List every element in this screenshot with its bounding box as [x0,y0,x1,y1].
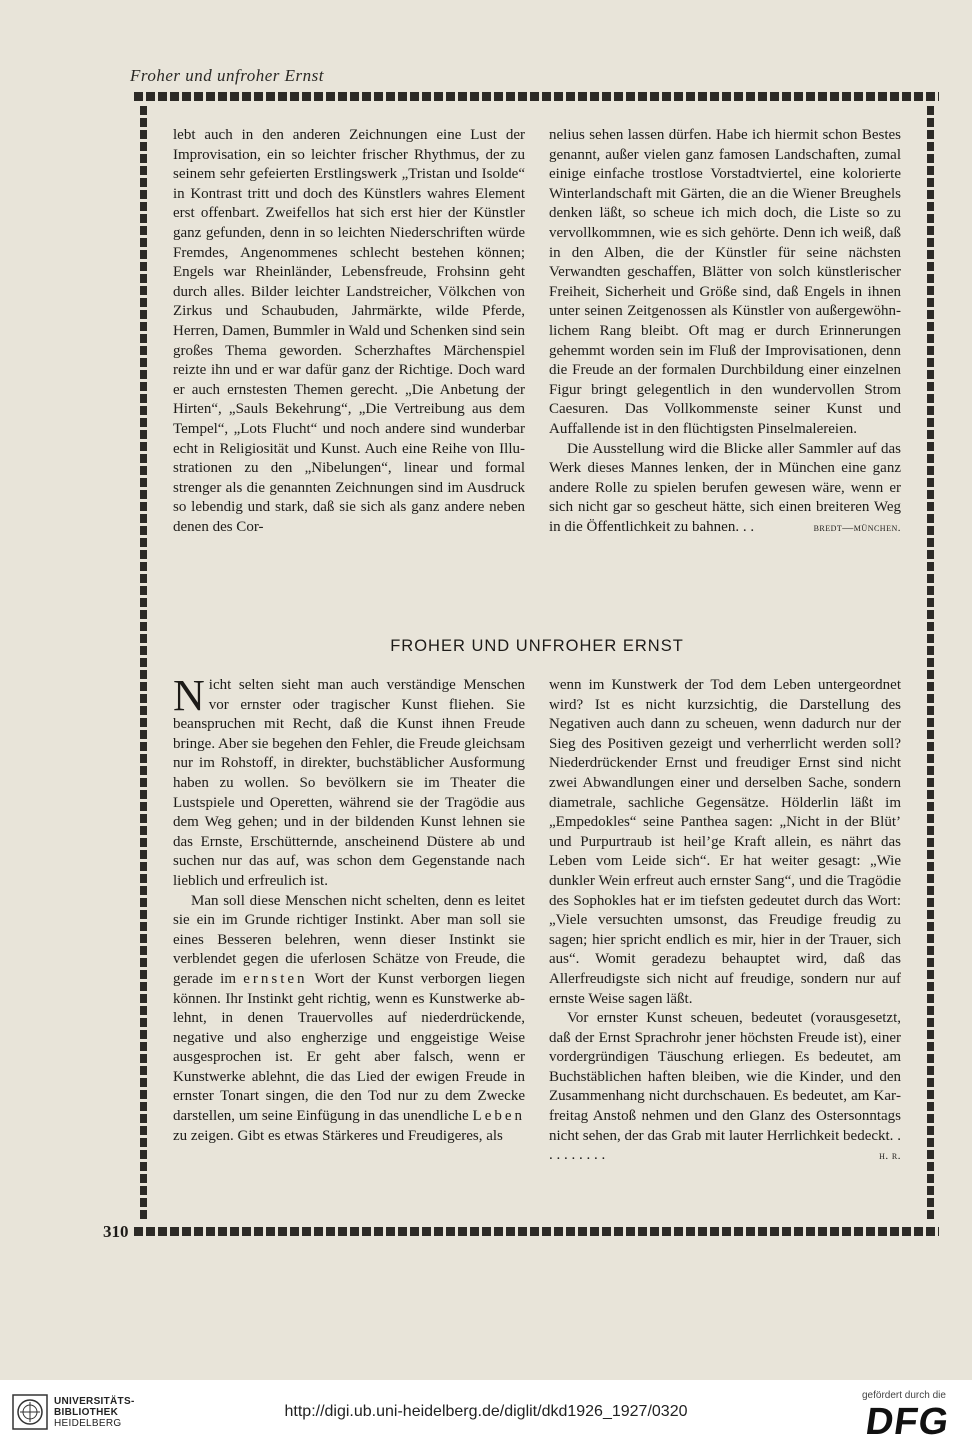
ornamental-border-top [134,92,939,101]
running-head: Froher und unfroher Ernst [130,66,324,85]
article1-signature: bredt—münchen. [813,521,901,534]
article2-signature: h. r. [879,1150,901,1163]
library-name-line: HEIDELBERG [54,1418,122,1429]
article2-column-left [173,671,526,1146]
ornamental-border-right [927,106,934,1222]
library-name-line: UNIVERSITÄTS- [54,1396,135,1407]
article1-column-left [173,126,525,537]
library-name-line: BIBLIOTHEK [54,1407,119,1418]
dfg-logo: DFG [863,1401,953,1443]
article1-paragraph: lebt auch in den anderen Zeichnungen eine Lust der Improvisation, ein so leichter frischer Rhythmus, der zu seinem sehr gefeierten Erstlingswerk „Tristan und Isolde“ in Kontrast tritt und doch des Künstlers wahres Element erst offenbart. Zweifellos hat sich erst hier der Künstler ganz gefunden, denn in so leichten Niederschriften würde Fremdes, Angenommenes schlecht bestehen können; Engels war Rheinländer, Lebensfreude, Frohsinn geht durch alles. Bilder leichter Landstreicher, Völkchen von Zirkus und Schaubuden, Jahrmärkte, wilde Pferde, Herren, Damen, Bummler in Wald und Schenken sind sein großes Thema geworden. Scherzhaftes Märchenspiel reizte ihn und er war dafür ganz der Richtige. Doch ward er auch ernstesten Themen gerecht. „Die Anbetung der Hirten“, „Sauls Bekehrung“, „Die Vertreibung aus dem Tempel“, „Lots Flucht“ und noch andere sind wunderbar echt in Religiosität und Kunst. Auch eine Reihe von Illustrationen zu den „Nibelungen“, linear und formal strenger als die genannten Zeichnungen sind im Ausdruck so lebendig und stark, daß sie sich als ganz andere neben denen des Cor- [173,127,525,535]
article2-paragraph [173,892,525,1147]
article2-paragraph: wenn im Kunstwerk der Tod dem Leben untergeordnet wird? Ist es nicht kurzsichtig, die Darstellung des Negativen auch dann zu scheuen, wenn dadurch nur der Sieg des Positiven gezeigt und verherrlicht werden soll? Niederdrückender Ernst und freudiger Ernst sind nicht zwei Abwandlungen einer und derselben Sache, sondern diametrale, sachliche Gegensätze. Hölderlin läßt im „Empedokles“ seine Panthea sagen: „Nicht in der Blüt’ und Purpurtraub ist heil’ge Kraft allein, es nährt das Leben vom Leide sich“. Er hat weiter gesagt: „Wie dunkler Wein erfreut auch ernster Sang“, und die Tragödie des Sophokles hat er im tiefsten gedeutet durch das Wort: „Viele versuchten umsonst, das Freudige freudig zu sagen; hier spricht endlich es mir, hier in der Trauer, sich aus“. Womit geradezu behauptet wird, daß das Allerfreudigste sich nicht auf freudige, sondern nur auf ernste Weise sagen läßt. [549,677,901,1007]
article1-column-right [549,126,901,538]
ornamental-border-left [140,106,147,1222]
spaced-emphasis: Leben [472,1108,526,1125]
source-url-link[interactable]: http://digi.ub.uni-heidelberg.de/diglit/dkd1926_1927/0320 [284,1403,688,1420]
ornamental-border-bottom [134,1227,939,1236]
funding-note: gefördert durch die [862,1390,946,1401]
article2-text-part: Wort der Kunst verborgen liegen können. Ihr Instinkt geht richtig, wenn es Kunstwerke ablehnt, in denen Trauervolles auf niederdrückende, negative und also engherzige und enggeistige Weise ausgesprochen ist. Er geht aber falsch, wenn er Kunstwerke ablehnt, die das Lied der ewigen Freude in ernster Tonart singen, die den Tod nur zu dem Zwecke darstellen, um seine Einfügung in das unendliche [173,970,526,1125]
article2-text-part: Man soll diese Menschen nicht schelten, denn es leitet sie ein im Grunde richtiger Instinkt. Aber man soll sie eines Besseren belehren, wenn dieser Instinkt sie verblendet gegen die uferlosen Schätze von Freude, die gerade im [173,892,525,987]
digitization-footer [0,1380,972,1452]
article2-paragraph-first [173,671,525,892]
drop-cap: N [173,671,205,720]
spaced-emphasis: ernsten [243,970,308,987]
article1-paragraph-text: Die Ausstellung wird die Blicke aller Sammler auf das Werk dieses Mannes lenken, der in München eine ganz andere Rolle zu spielen berufen gewesen wäre, wenn er sich nicht gar so gescheut hätte, sich einen breiteren Weg in die Öffentlichkeit zu bahnen. . . [549,440,901,535]
article1-paragraph: nelius sehen lassen dürfen. Habe ich hiermit schon Bestes genannt, außer vielen ganz famosen Landschaften, zumal einige einfache trostlose Vorstadtviertel, eine kolorierte Winterlandschaft mit Gärten, die an die Wiener Breughels denken läßt, so scheue ich mich doch, die Liste so zu vervollkommnen, wie es sich gehörte. Denn ich weiß, daß in den Alben, die der Künstler für seine nächsten Verwandten geschaffen, Blätter von solch künstlerischer Freiheit, Sicherheit und Größe sind, daß Engels in ihnen unter seinen Zeitgenossen als Künstler von außergewöhnlichem Rang bleibt. Oft mag er durch Erinnerungen gehemmt worden sein im Fluß der Improvisationen, denn die Freude an der formalen Durchbildung einer einzelnen Figur bringt gelegentlich in den wundervollen Strom Caesuren. Das Vollkommenste seiner Kunst und Auffallende ist in den flüchtigsten Pinselmalereien. [549,127,901,437]
article2-text-part: zu zeigen. Gibt es etwas Stärkeres und Freudigeres, als [173,1127,503,1144]
article2-paragraph-text: icht selten sieht man auch verständige Menschen vor ernster oder tragischer Kunst fliehen. Sie beanspruchen mit Recht, daß die Kunst ihnen Freude bringe. Aber sie begehen den Fehler, die Freude gleichsam nur im Rohstoff, in direkter, buchstäblicher Ausformung haben zu wollen. So bevölkern sie im Theater die Lustspiele und Operetten, während sie der Tragödie aus dem Weg gehen; und in der bildenden Kunst lehnen sie das Ernste, Erschütternde, anscheinend Düstere ab und suchen nur das auf, was schon dem Gegenstande nach lieblich und erfreulich ist. [173,677,525,889]
article2-paragraph-final [549,1009,901,1166]
article2-column-right [549,676,901,1167]
article2-heading: FROHER UND UNFROHER ERNST [390,637,684,655]
article2-paragraph-text: Vor ernster Kunst scheuen, bedeutet (vorausgesetzt, daß der Ernst Sprachrohr jener höchsten Freude ist), einer vordergründigen Täuschung erliegen. Es bedeutet, am Buchstäblichen haften bleiben, wie die Kinder, und den Zusammenhang nicht durchschauen. Es bedeutet, am Karfreitag Anstoß nehmen und den Glanz des Ostersonntags nicht sehen, der das Grab mit lauter Herrlichkeit bedeckt. . . . . . . . . . [549,1010,901,1164]
article1-paragraph-final [549,440,901,538]
page-number: 310 [103,1222,129,1241]
